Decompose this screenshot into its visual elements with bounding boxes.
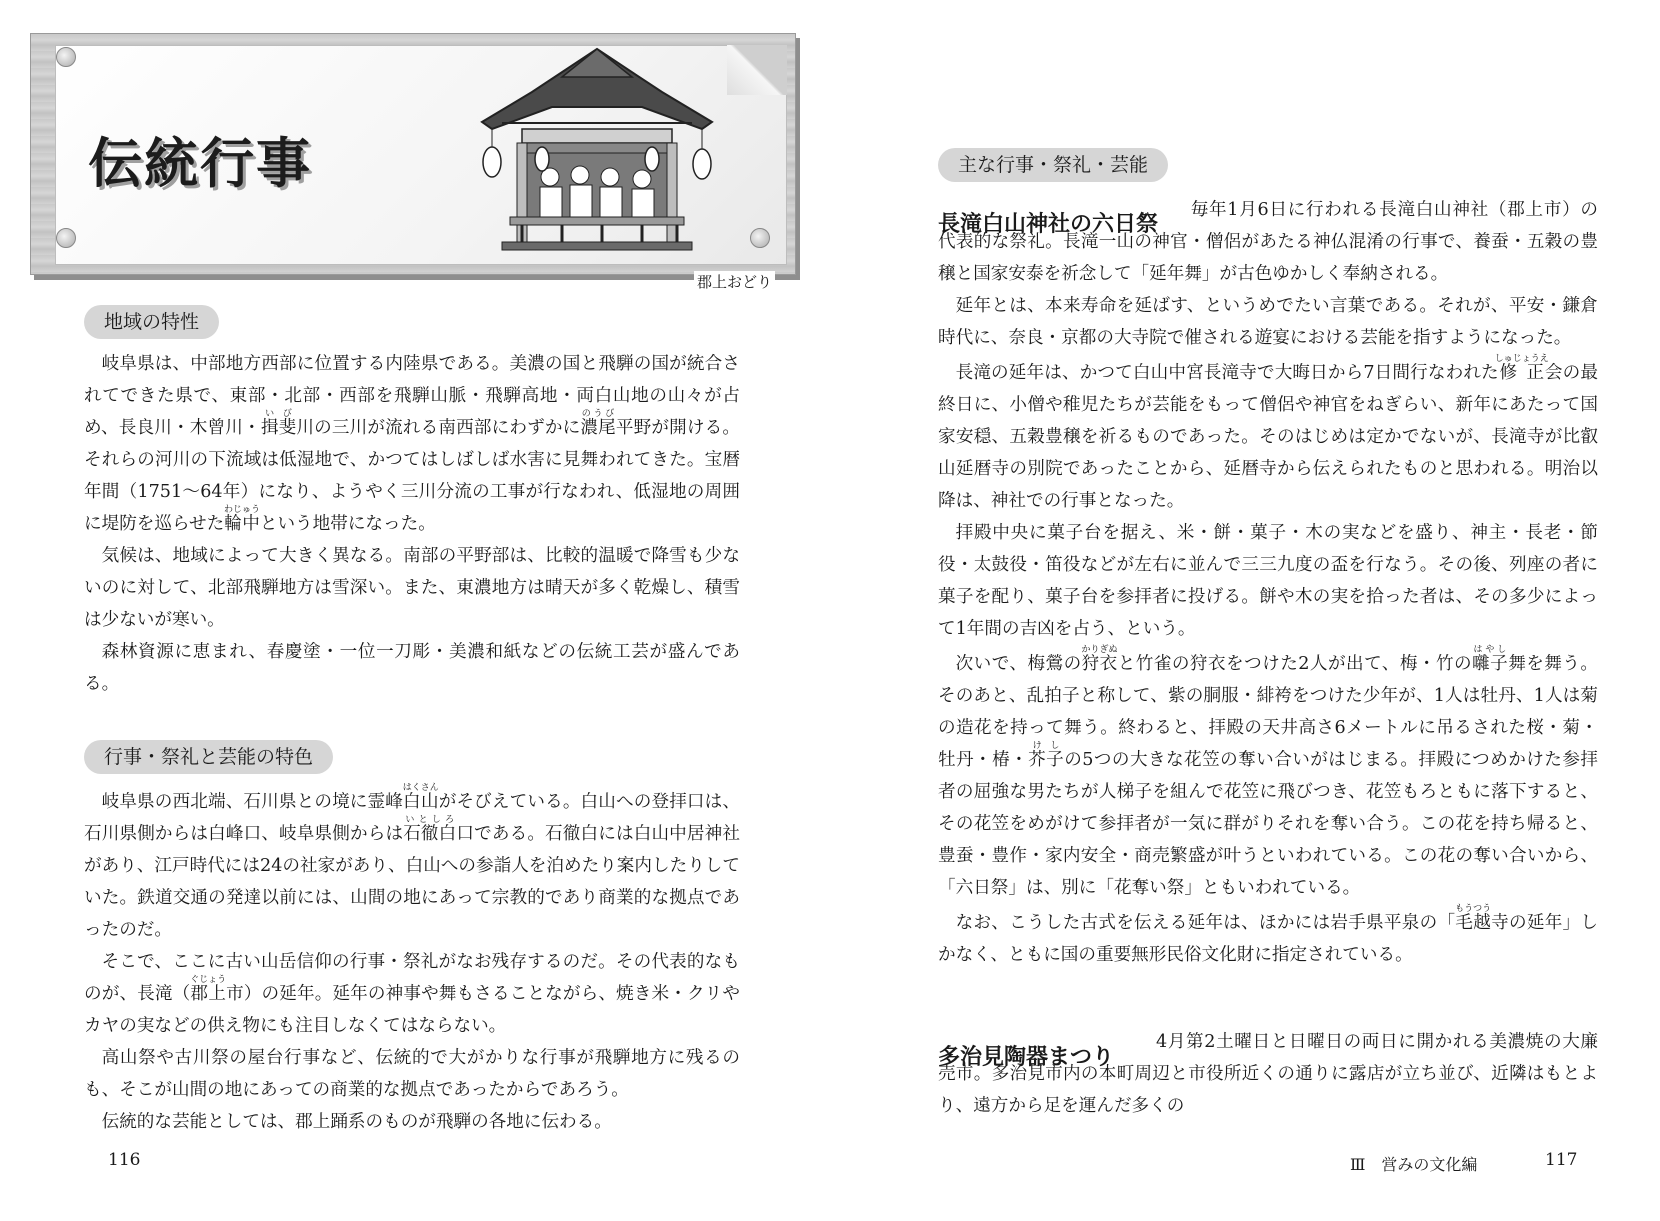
section-heading-events-features: 行事・祭礼と芸能の特色: [84, 740, 333, 774]
paragraph: 長滝の延年は、かつて白山中宮長滝寺で大晦日から7日間行なわれた修正しゅじょうえ会の最終日に、小僧や稚児たちが芸能をもって僧侶や神官をねぎらい、新年にあたって国家安穏、五穀豊穣を祈るものであった。そのはじめは定かでないが、長滝寺が比叡山延暦寺の別院であったことから、延暦寺から伝えられたものと思われる。明治以降は、神社での行事となった。: [938, 354, 1598, 511]
section2-body: [84, 783, 740, 1138]
paragraph: 気候は、地域によって大きく異なる。南部の平野部は、比較的温暖で降雪も少ないのに対して、北部飛騨地方は雪深い。また、東濃地方は晴天が多く乾燥し、積雪は少ないが寒い。: [84, 546, 740, 630]
event2-body: [938, 1026, 1598, 1122]
paragraph: 4月第2土曜日と日曜日の両日に開かれる美濃焼の大廉売市。多治見市内の本町周辺と市役所近くの通りに露店が立ち並び、近隣はもとより、遠方から足を運んだ多くの: [938, 1032, 1598, 1116]
paragraph: 森林資源に恵まれ、春慶塗・一位一刀彫・美濃和紙などの伝統工芸が盛んである。: [84, 642, 740, 694]
paragraph: 延年とは、本来寿命を延ばす、というめでたい言葉である。それが、平安・鎌倉時代に、奈良・京都の大寺院で催される遊宴における芸能を指すようになった。: [938, 296, 1598, 348]
section1-body: [84, 348, 740, 700]
page-curl: [727, 45, 787, 95]
page-title: 伝統行事: [88, 132, 312, 195]
yagura-stage-illustration: [462, 37, 732, 259]
pin-icon: [56, 228, 76, 248]
paragraph: 岐阜県は、中部地方西部に位置する内陸県である。美濃の国と飛騨の国が統合されてできた県で、東部・北部・西部を飛騨山脈・飛騨高地・両白山地の山々が占め、長良川・木曾川・揖斐いび川の三川が流れる南西部にわずかに濃尾のうび平野が開ける。それらの河川の下流域は低湿地で、かつてはしばしば水害に見舞われてきた。宝暦年間（1751～64年）になり、ようやく三川分流の工事が行なわれ、低湿地の周囲に堤防を巡らせた輪中わじゅうという地帯になった。: [84, 354, 740, 534]
event-title: 多治見陶器まつり: [938, 1045, 1115, 1070]
page-number: 116: [108, 1150, 141, 1170]
paragraph: 高山祭や古川祭の屋台行事など、伝統的で大がかりな行事が飛騨地方に残るのも、そこが山間の地にあっての商業的な拠点であったからであろう。: [84, 1048, 740, 1100]
title-card: [30, 33, 796, 291]
pin-icon: [750, 228, 770, 248]
paragraph: 岐阜県の西北端、石川県との境に霊峰白山はくさんがそびえている。白山への登拝口は、石川県側からは白峰口、岐阜県側からは石徹白いとしろ口である。石徹白には白山中居神社があり、江戸時代には24の社家があり、白山への参詣人を泊めたり案内したりしていた。鉄道交通の発達以前には、山間の地にあって宗教的であり商業的な拠点であったのだ。: [84, 783, 740, 940]
paragraph: 伝統的な芸能としては、郡上踊系のものが飛騨の各地に伝わる。: [101, 1112, 612, 1132]
paragraph: なお、こうした古式を伝える延年は、ほかには岩手県平泉の「毛越もうつう寺の延年」しかなく、ともに国の重要無形民俗文化財に指定されている。: [938, 904, 1598, 965]
page-number: 117: [1545, 1150, 1578, 1170]
running-footer: Ⅲ 営みの文化編: [1350, 1155, 1478, 1174]
pin-icon: [56, 47, 76, 67]
paragraph: そこで、ここに古い山岳信仰の行事・祭礼がなお残存するのだ。その代表的なものが、長滝（郡上ぐじょう市）の延年。延年の神事や舞もさることながら、焼き米・クリやカヤの実などの供え物にも注目しなくてはならない。: [84, 952, 740, 1036]
paragraph: 毎年1月6日に行われる長滝白山神社（郡上市）の代表的な祭礼。長滝一山の神官・僧侶があたる神仏混淆の行事で、養蚕・五穀の豊穣と国家安泰を祈念して「延年舞」が古色ゆかしく奉納される。: [938, 200, 1598, 284]
illustration-caption: 郡上おどり: [694, 271, 775, 292]
section-heading-regional-traits: 地域の特性: [84, 305, 219, 339]
event1-body: [938, 194, 1598, 971]
section-heading-main-events: 主な行事・祭礼・芸能: [938, 148, 1168, 182]
paragraph: 拝殿中央に菓子台を据え、米・餅・菓子・木の実などを盛り、神主・長老・節役・太鼓役・笛役などが左右に並んで三三九度の盃を行なう。その後、列座の者に菓子を配り、菓子台を参拝者に投げる。餅や木の実を拾った者は、その多少によって1年間の吉凶を占う、という。: [938, 523, 1598, 639]
paragraph: 次いで、梅鶯の狩衣かりぎぬと竹雀の狩衣をつけた2人が出て、梅・竹の囃子はやし舞を舞う。そのあと、乱拍子と称して、紫の胴服・緋袴をつけた少年が、1人は牡丹、1人は菊の造花を持って舞う。終わると、拝殿の天井高さ6メートルに吊るされた桜・菊・牡丹・椿・芥子けしの5つの大きな花笠の奪い合いがはじまる。拝殿につめかけた参拝者の屈強な男たちが人梯子を組んで花笠に飛びつき、花笠もろともに落下すると、その花笠をめがけて参拝者が一気に群がりそれを奪い合う。この花を持ち帰ると、豊蚕・豊作・家内安全・商売繁盛が叶うといわれている。この花の奪い合いから、「六日祭」は、別に「花奪い祭」ともいわれている。: [938, 645, 1599, 898]
right-page: [830, 0, 1660, 1221]
event-title: 長滝白山神社の六日祭: [938, 212, 1159, 237]
